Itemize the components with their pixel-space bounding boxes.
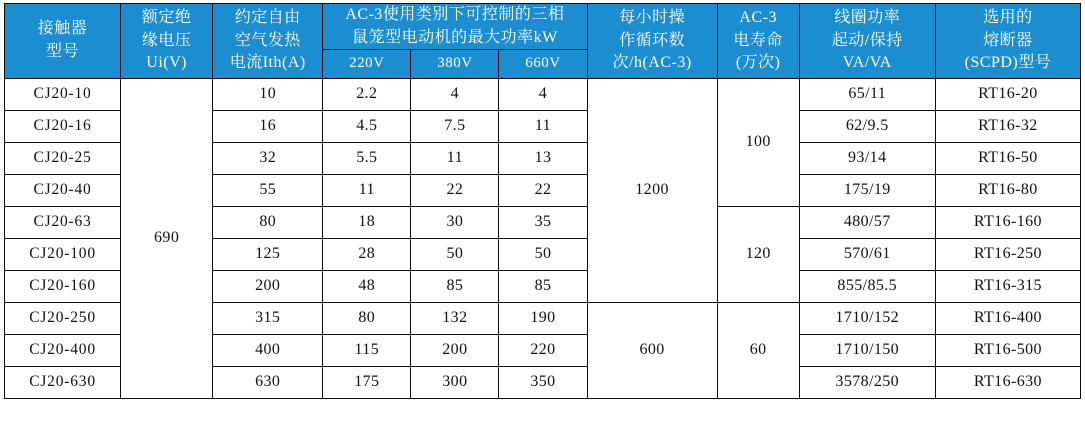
cell-coil-power: 480/57 [799, 206, 935, 238]
cell-power-660v: 11 [499, 110, 587, 142]
cell-fuse: RT16-500 [935, 334, 1080, 366]
cell-power-380v: 300 [411, 366, 499, 398]
cell-power-380v: 50 [411, 238, 499, 270]
cell-coil-power: 175/19 [799, 174, 935, 206]
contactor-spec-table [4, 3, 1081, 399]
cell-current: 10 [213, 78, 323, 110]
header-power-line1: AC-3使用类别下可控制的三相 [345, 6, 565, 23]
cell-power-220v: 18 [323, 206, 411, 238]
cell-current: 400 [213, 334, 323, 366]
cell-current: 80 [213, 206, 323, 238]
cell-fuse: RT16-250 [935, 238, 1080, 270]
cell-power-220v: 48 [323, 270, 411, 302]
cell-model: CJ20-100 [5, 238, 121, 270]
cell-current: 32 [213, 142, 323, 174]
cell-power-380v: 7.5 [411, 110, 499, 142]
header-model-line2: 型号 [46, 42, 80, 60]
cell-current: 200 [213, 270, 323, 302]
header-power-line2: 鼠笼型电动机的最大功率kW [352, 28, 558, 46]
cell-coil-power: 1710/152 [799, 302, 935, 334]
cell-model: CJ20-25 [5, 142, 121, 174]
header-coil-line1: 线圈功率 [834, 8, 901, 26]
header-model [5, 4, 121, 79]
cell-model: CJ20-16 [5, 110, 121, 142]
cell-model: CJ20-250 [5, 302, 121, 334]
cell-fuse: RT16-32 [935, 110, 1080, 142]
cell-coil-power: 65/11 [799, 78, 935, 110]
cell-fuse: RT16-20 [935, 78, 1080, 110]
cell-power-220v: 28 [323, 238, 411, 270]
header-operating-cycles [587, 4, 717, 79]
cell-power-660v: 50 [499, 238, 587, 270]
cell-model: CJ20-400 [5, 334, 121, 366]
cell-power-220v: 80 [323, 302, 411, 334]
table-row [5, 78, 1081, 110]
cell-power-220v: 11 [323, 174, 411, 206]
header-power-220v: 220V [323, 50, 411, 78]
cell-current: 125 [213, 238, 323, 270]
cell-current: 16 [213, 110, 323, 142]
cell-coil-power: 62/9.5 [799, 110, 935, 142]
cell-current: 630 [213, 366, 323, 398]
cell-current: 315 [213, 302, 323, 334]
cell-insulation-voltage: 690 [121, 78, 213, 398]
cell-power-380v: 22 [411, 174, 499, 206]
cell-current: 55 [213, 174, 323, 206]
header-coil-line3: VA/VA [842, 54, 892, 72]
header-life-line1: AC-3 [739, 8, 777, 26]
header-power-660v: 660V [499, 50, 587, 78]
header-motor-power-group [323, 4, 587, 50]
cell-coil-power: 93/14 [799, 142, 935, 174]
spec-table-sheet [0, 3, 1085, 443]
cell-coil-power: 3578/250 [799, 366, 935, 398]
header-coil-power [799, 4, 935, 79]
cell-cycles-600: 600 [587, 302, 717, 398]
header-voltage-line2: 缘电压 [141, 31, 192, 49]
header-life-line3: (万次) [735, 54, 781, 72]
cell-power-380v: 200 [411, 334, 499, 366]
cell-model: CJ20-10 [5, 78, 121, 110]
cell-coil-power: 1710/150 [799, 334, 935, 366]
header-thermal-current [213, 4, 323, 79]
cell-power-380v: 11 [411, 142, 499, 174]
cell-model: CJ20-160 [5, 270, 121, 302]
header-voltage-line3: Ui(V) [146, 54, 187, 72]
cell-power-660v: 85 [499, 270, 587, 302]
cell-model: CJ20-63 [5, 206, 121, 238]
table-header [5, 4, 1081, 79]
header-power-380v: 380V [411, 50, 499, 78]
cell-power-380v: 30 [411, 206, 499, 238]
cell-power-660v: 35 [499, 206, 587, 238]
header-model-line1: 接触器 [37, 20, 88, 38]
cell-power-660v: 22 [499, 174, 587, 206]
cell-fuse: RT16-50 [935, 142, 1080, 174]
header-electrical-life [717, 4, 799, 79]
header-cycles-line2: 作循环数 [619, 31, 686, 49]
cell-power-380v: 85 [411, 270, 499, 302]
cell-power-220v: 5.5 [323, 142, 411, 174]
cell-fuse: RT16-80 [935, 174, 1080, 206]
cell-life-60: 60 [717, 302, 799, 398]
cell-power-380v: 132 [411, 302, 499, 334]
header-fuse-type [935, 4, 1080, 79]
header-cycles-line3: 次/h(AC-3) [612, 54, 692, 72]
header-cycles-line1: 每小时操 [619, 8, 686, 26]
header-life-line2: 电寿命 [733, 31, 783, 49]
header-current-line3: 电流Ith(A) [229, 54, 306, 72]
cell-coil-power: 855/85.5 [799, 270, 935, 302]
header-insulation-voltage [121, 4, 213, 79]
cell-coil-power: 570/61 [799, 238, 935, 270]
cell-power-220v: 4.5 [323, 110, 411, 142]
cell-fuse: RT16-160 [935, 206, 1080, 238]
header-current-line2: 空气发热 [234, 31, 301, 49]
cell-model: CJ20-40 [5, 174, 121, 206]
cell-cycles-1200: 1200 [587, 78, 717, 302]
header-current-line1: 约定自由 [234, 8, 301, 26]
header-fuse-line1: 选用的 [983, 8, 1033, 26]
table-body [5, 78, 1081, 398]
header-coil-line2: 起动/保持 [831, 31, 903, 49]
cell-model: CJ20-630 [5, 366, 121, 398]
cell-power-220v: 115 [323, 334, 411, 366]
cell-fuse: RT16-630 [935, 366, 1080, 398]
cell-power-660v: 220 [499, 334, 587, 366]
cell-life-120: 120 [717, 206, 799, 302]
header-fuse-line3: (SCPD)型号 [964, 54, 1052, 72]
cell-power-660v: 4 [499, 78, 587, 110]
header-voltage-line1: 额定绝 [141, 8, 192, 26]
cell-power-220v: 175 [323, 366, 411, 398]
cell-life-100: 100 [717, 78, 799, 206]
cell-power-220v: 2.2 [323, 78, 411, 110]
cell-power-660v: 350 [499, 366, 587, 398]
cell-power-660v: 190 [499, 302, 587, 334]
header-fuse-line2: 熔断器 [983, 31, 1033, 49]
cell-fuse: RT16-400 [935, 302, 1080, 334]
cell-fuse: RT16-315 [935, 270, 1080, 302]
cell-power-660v: 13 [499, 142, 587, 174]
cell-power-380v: 4 [411, 78, 499, 110]
header-row-main [5, 4, 1081, 50]
